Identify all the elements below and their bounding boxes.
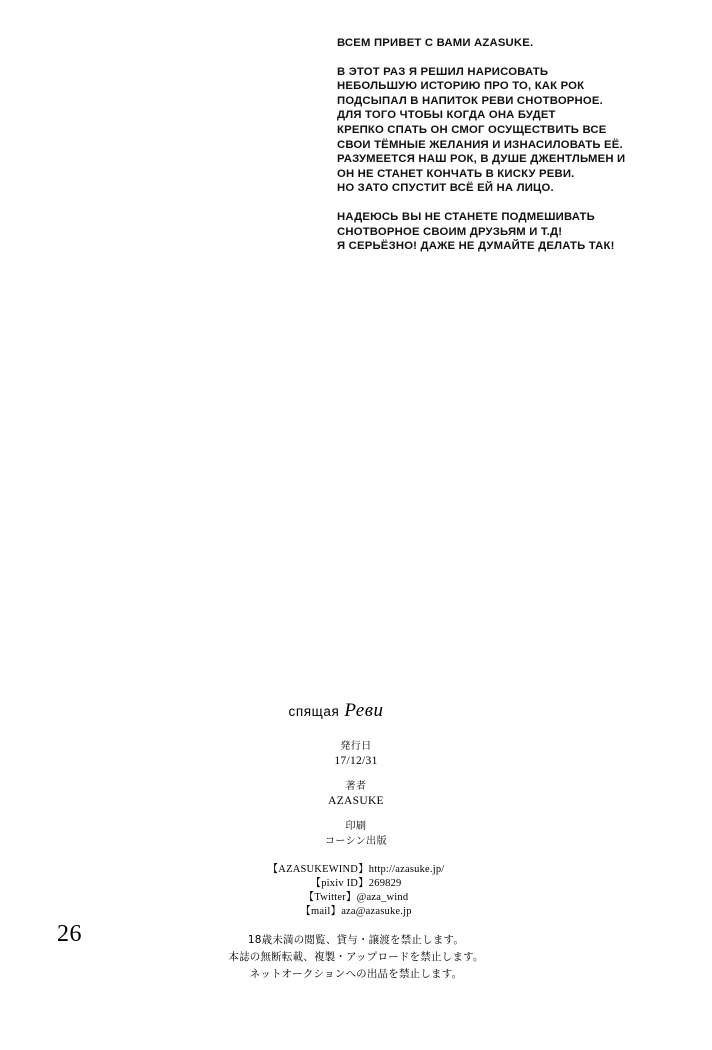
publication-date-label: 発行日	[340, 741, 372, 752]
afterword-line: Я СЕРЬЁЗНО! ДАЖЕ НЕ ДУМАЙТЕ ДЕЛАТЬ ТАК!	[337, 240, 615, 253]
afterword-line: РАЗУМЕЕТСЯ НАШ РОК, В ДУШЕ ДЖЕНТЛЬМЕН И	[337, 153, 626, 166]
publication-date-value: 17/12/31	[334, 755, 378, 767]
colophon-group-author	[0, 780, 712, 809]
page-number: 26	[57, 921, 82, 947]
afterword-line: КРЕПКО СПАТЬ ОН СМОГ ОСУЩЕСТВИТЬ ВСЕ	[337, 123, 607, 136]
author-label: 著者	[345, 781, 367, 792]
contact-website[interactable]: 【AZASUKEWIND】http://azasuke.jp/	[267, 864, 445, 875]
contact-info-block	[0, 863, 712, 919]
notice-line: ネットオークションへの出品を禁止します。	[249, 968, 463, 980]
colophon-group-publication-date	[0, 740, 712, 769]
afterword-line: СВОИ ТЁМНЫЕ ЖЕЛАНИЯ И ИЗНАСИЛОВАТЬ ЕЁ.	[337, 138, 623, 151]
afterword-line: СНОТВОРНОЕ СВОИМ ДРУЗЬЯМ И Т.Д!	[337, 225, 563, 238]
colophon-block	[0, 700, 712, 983]
afterword-line: ОН НЕ СТАНЕТ КОНЧАТЬ В КИСКУ РЕВИ.	[337, 167, 575, 180]
printer-value: コーシン出版	[325, 836, 387, 847]
author-value: AZASUKE	[328, 795, 384, 807]
contact-mail[interactable]: 【mail】aza@azasuke.jp	[300, 906, 412, 917]
afterword-line: НО ЗАТО СПУСТИТ ВСЁ ЕЙ НА ЛИЦО.	[337, 182, 554, 195]
afterword-paragraph	[337, 36, 687, 51]
title-script-text: Реви	[344, 700, 384, 721]
afterword-line: ПОДСЫПАЛ В НАПИТОК РЕВИ СНОТВОРНОЕ.	[337, 94, 603, 107]
doujinshi-title	[0, 700, 712, 722]
notice-line: 本誌の無断転載、複製・アップロードを禁止します。	[228, 951, 484, 963]
title-main-text: спящая	[288, 704, 340, 719]
afterword-text-block	[337, 36, 687, 254]
afterword-line: ВСЕМ ПРИВЕТ С ВАМИ AZASUKE.	[337, 37, 534, 49]
notice-line: 18歳未満の閲覧、貸与・譲渡を禁止します。	[247, 934, 465, 946]
contact-pixiv-id: 【pixiv ID】269829	[310, 878, 402, 889]
afterword-line: ДЛЯ ТОГО ЧТОБЫ КОГДА ОНА БУДЕТ	[337, 109, 556, 122]
colophon-group-printer	[0, 820, 712, 849]
afterword-line: НАДЕЮСЬ ВЫ НЕ СТАНЕТЕ ПОДМЕШИВАТЬ	[337, 210, 595, 223]
legal-notice-block	[0, 932, 712, 983]
printer-label: 印刷	[345, 821, 367, 832]
afterword-paragraph	[337, 210, 687, 254]
contact-twitter[interactable]: 【Twitter】@aza_wind	[303, 892, 409, 903]
afterword-paragraph	[337, 65, 687, 196]
afterword-line: НЕБОЛЬШУЮ ИСТОРИЮ ПРО ТО, КАК РОК	[337, 80, 585, 93]
afterword-line: В ЭТОТ РАЗ Я РЕШИЛ НАРИСОВАТЬ	[337, 65, 549, 78]
